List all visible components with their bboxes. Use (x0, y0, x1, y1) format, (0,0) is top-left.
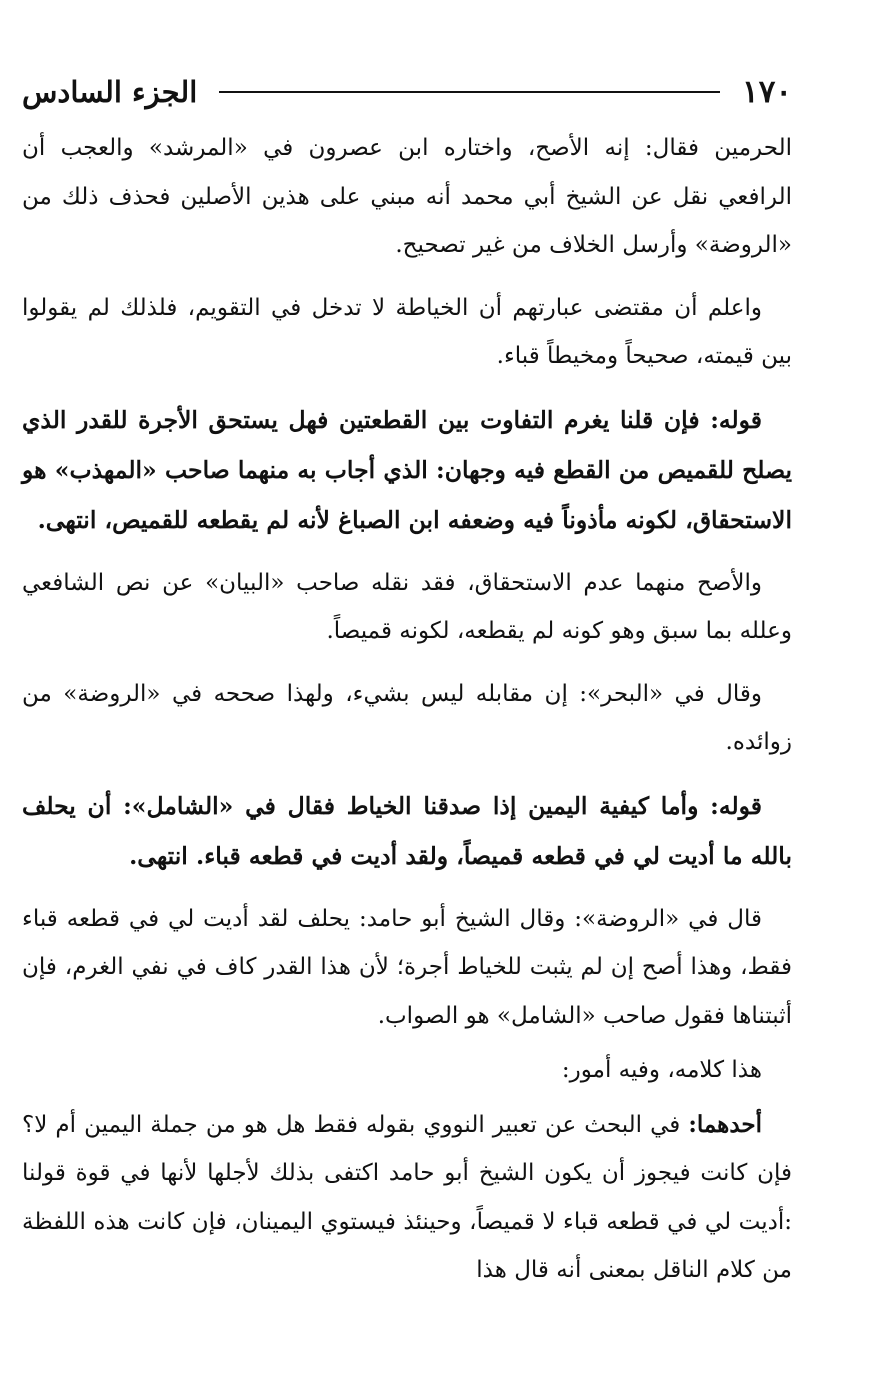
paragraph: الحرمين فقال: إنه الأصح، واختاره ابن عصرون في «المرشد» والعجب أن الرافعي نقل عن الشيخ أبي محمد أنه مبني على هذين الأصلين فحذف ذلك من «الروضة» وأرسل الخلاف من غير تصحيح. (22, 135, 792, 258)
running-title: الجزء السادس (22, 75, 198, 109)
header-rule (219, 91, 720, 93)
paragraph: وقال في «البحر»: إن مقابله ليس بشيء، ولهذا صححه في «الروضة» من زوائده. (22, 680, 792, 755)
paragraph (22, 1101, 792, 1295)
paragraph-text: في البحث عن تعبير النووي بقوله فقط هل هو من جملة اليمين أم لا؟ فإن كانت فيجوز أن يكون الشيخ أبو حامد اكتفى بذلك لأجلها لأنها في قوة قولنا :أديت لي في قطعه قباء لا قميصاً، وحينئذ فيستوي اليمينان، فإن كانت هذه اللفظة من كلام الناقل بمعنى أنه قال هذا (22, 1111, 792, 1283)
body-text (22, 124, 792, 1309)
page-number: ١٧٠ (742, 74, 792, 110)
paragraph: هذا كلامه، وفيه أمور: (561, 1057, 762, 1083)
paragraph: والأصح منهما عدم الاستحقاق، فقد نقله صاحب «البيان» عن نص الشافعي وعلله بما سبق وهو كونه لم يقطعه، لكونه قميصاً. (22, 569, 792, 644)
paragraph: قال في «الروضة»: وقال الشيخ أبو حامد: يحلف لقد أديت لي في قطعه قباء فقط، وهذا أصح إن لم يثبت للخياط أجرة؛ لأن هذا القدر كاف في نفي الغرم، فإن أثبتناها فقول صاحب «الشامل» هو الصواب. (22, 905, 792, 1029)
quoted-paragraph: قوله: وأما كيفية اليمين إذا صدقنا الخياط فقال في «الشامل»: أن يحلف بالله ما أديت لي في قطعه قميصاً، ولقد أديت في قطعه قباء. انتهى. (22, 791, 792, 870)
page-header (22, 68, 792, 116)
quoted-paragraph: قوله: فإن قلنا يغرم التفاوت بين القطعتين فهل يستحق الأجرة للقدر الذي يصلح للقميص من القطع فيه وجهان: الذي أجاب به منهما صاحب «المهذب» هو الاستحقاق، لكونه مأذوناً فيه وضعفه ابن الصباغ لأنه لم يقطعه للقميص، انتهى. (22, 405, 792, 534)
paragraph: واعلم أن مقتضى عبارتهم أن الخياطة لا تدخل في التقويم، فلذلك لم يقولوا بين قيمته، صحيحاً ومخيطاً قباء. (22, 294, 792, 369)
section-lead: أحدهما: (688, 1110, 762, 1138)
